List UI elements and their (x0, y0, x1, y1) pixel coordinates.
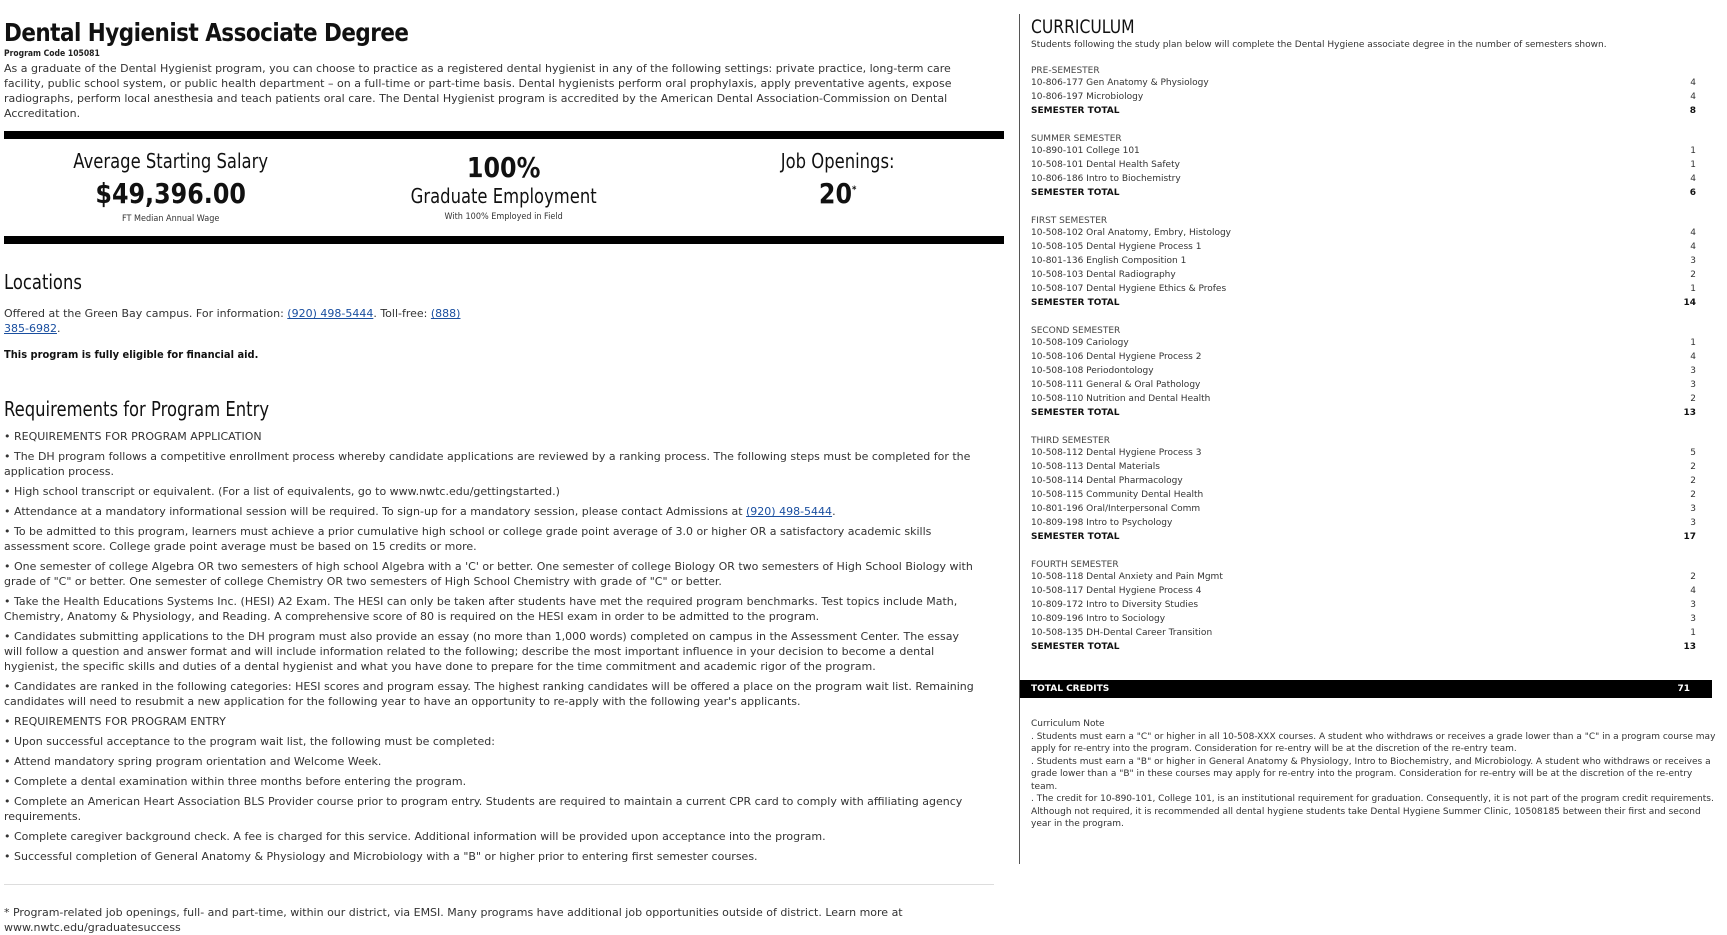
program-code: Program Code 105081 (4, 49, 100, 59)
course-credits: 3 (1690, 380, 1696, 390)
course-row (1031, 474, 1696, 488)
course-name: 10-508-109 Cariology (1031, 338, 1129, 348)
salary-label: Average Starting Salary (73, 149, 269, 173)
curriculum-note (1031, 718, 1721, 831)
course-row (1031, 172, 1696, 186)
locations-text-before: Offered at the Green Bay campus. For information: (4, 307, 288, 320)
course-credits: 1 (1690, 628, 1696, 638)
requirement-text: • High school transcript or equivalent. (For a list of equivalents, go to www.nwtc.edu/gettingstarted.) (4, 485, 560, 498)
requirement-item (4, 524, 974, 554)
requirement-text: • Complete a dental examination within three months before entering the program. (4, 775, 467, 788)
course-credits: 4 (1690, 242, 1696, 252)
semester-total-row (1031, 186, 1696, 200)
course-name: 10-806-186 Intro to Biochemistry (1031, 174, 1181, 184)
course-credits: 4 (1690, 352, 1696, 362)
requirements-heading: Requirements for Program Entry (4, 397, 270, 421)
semester-total-row (1031, 296, 1696, 310)
course-credits: 3 (1690, 600, 1696, 610)
course-row (1031, 584, 1696, 598)
semester-total-row (1031, 406, 1696, 420)
semester-total-value: 6 (1689, 188, 1696, 198)
requirement-item (4, 794, 974, 824)
requirement-item (4, 679, 974, 709)
course-row (1031, 158, 1696, 172)
total-credits-label: TOTAL CREDITS (1031, 684, 1110, 694)
course-name: 10-801-196 Oral/Interpersonal Comm (1031, 504, 1201, 514)
course-name: 10-508-135 DH-Dental Career Transition (1031, 628, 1213, 638)
course-credits: 2 (1690, 476, 1696, 486)
financial-aid-note: This program is fully eligible for financial aid. (4, 348, 259, 361)
footnote-divider (4, 884, 994, 885)
requirement-text: • Complete caregiver background check. A fee is charged for this service. Additional information will be provided upon acceptance into the program. (4, 830, 826, 843)
course-credits: 1 (1690, 338, 1696, 348)
semester-total-value: 8 (1689, 106, 1696, 116)
requirement-item (4, 629, 974, 674)
course-row (1031, 144, 1696, 158)
semester-block (1031, 216, 1696, 310)
course-name: 10-508-112 Dental Hygiene Process 3 (1031, 448, 1202, 458)
course-credits: 1 (1690, 146, 1696, 156)
course-credits: 4 (1690, 78, 1696, 88)
semester-heading: THIRD SEMESTER (1031, 436, 1110, 446)
course-name: 10-508-101 Dental Health Safety (1031, 160, 1180, 170)
phone-link[interactable]: (920) 498-5444 (287, 307, 374, 320)
course-row (1031, 488, 1696, 502)
course-name: 10-809-198 Intro to Psychology (1031, 518, 1173, 528)
course-row (1031, 446, 1696, 460)
requirement-text: • Attendance at a mandatory informational session will be required. To sign-up for a mandatory session, please contact Admissions at (4, 505, 747, 518)
requirement-text: • Candidates are ranked in the following categories: HESI scores and program essay. The highest ranking candidates will be offered a place on the program wait list. Remaining candidates will need to resubmit a new application for the following year to have an opportunity to re-apply with the following year's applicants. (4, 680, 974, 708)
course-credits: 2 (1690, 462, 1696, 472)
curriculum-column (1019, 14, 1716, 864)
employment-stat (337, 139, 670, 236)
course-row (1031, 502, 1696, 516)
requirement-text: • The DH program follows a competitive enrollment process whereby candidate applications are reviewed by a ranking process. The following steps must be completed for the application process. (4, 450, 971, 478)
course-name: 10-508-102 Oral Anatomy, Embry, Histology (1031, 228, 1232, 238)
curriculum-intro: Students following the study plan below will complete the Dental Hygiene associate degree in the number of semesters shown. (1031, 40, 1607, 50)
requirement-item (4, 449, 974, 479)
course-name: 10-508-115 Community Dental Health (1031, 490, 1204, 500)
locations-heading: Locations (4, 270, 82, 294)
jobs-stat (671, 139, 1004, 236)
requirement-item (4, 714, 974, 729)
course-row (1031, 226, 1696, 240)
semester-heading: FIRST SEMESTER (1031, 216, 1108, 226)
course-credits: 3 (1690, 518, 1696, 528)
requirement-text: • REQUIREMENTS FOR PROGRAM APPLICATION (4, 430, 262, 443)
course-name: 10-508-118 Dental Anxiety and Pain Mgmt (1031, 572, 1223, 582)
semester-heading: PRE-SEMESTER (1031, 66, 1100, 76)
course-credits: 3 (1690, 614, 1696, 624)
footnote-url[interactable]: www.nwtc.edu/graduatesuccess (4, 921, 181, 934)
course-name: 10-508-108 Periodontology (1031, 366, 1154, 376)
requirement-text: • Complete an American Heart Association BLS Provider course prior to program entry. Students are required to maintain a current CPR card to comply with affiliating agency requirements. (4, 795, 963, 823)
semester-heading: SUMMER SEMESTER (1031, 134, 1122, 144)
tollfree-link[interactable]: (888) 385-6982 (4, 307, 461, 335)
course-name: 10-890-101 College 101 (1031, 146, 1140, 156)
course-credits: 5 (1690, 448, 1696, 458)
requirement-item (4, 429, 974, 444)
curriculum-note-item: . Students must earn a "B" or higher in General Anatomy & Physiology, Intro to Biochemistry, and Microbiology. A student who withdraws or receives a grade lower than a "B" in these courses may apply for re-entry into the program. Consideration for re-entry will be at the discretion of the re-entry team. (1031, 756, 1711, 792)
course-name: 10-508-111 General & Oral Pathology (1031, 380, 1201, 390)
semester-total-value: 17 (1683, 532, 1696, 542)
course-row (1031, 336, 1696, 350)
requirement-item (4, 484, 974, 499)
semester-total-label: SEMESTER TOTAL (1031, 188, 1120, 198)
course-credits: 3 (1690, 504, 1696, 514)
semester-total-label: SEMESTER TOTAL (1031, 532, 1120, 542)
locations-text-after: . (56, 322, 61, 335)
course-name: 10-508-117 Dental Hygiene Process 4 (1031, 586, 1202, 596)
requirement-text: • Successful completion of General Anatomy & Physiology and Microbiology with a "B" or higher prior to entering first semester courses. (4, 850, 758, 863)
semester-list (1020, 66, 1712, 654)
curriculum-note-title: Curriculum Note (1031, 719, 1105, 729)
course-credits: 2 (1690, 490, 1696, 500)
requirement-text: • Upon successful acceptance to the program wait list, the following must be completed: (4, 735, 495, 748)
curriculum-title: CURRICULUM (1031, 16, 1135, 38)
semester-total-row (1031, 640, 1696, 654)
requirement-item (4, 594, 974, 624)
course-row (1031, 76, 1696, 90)
course-row (1031, 392, 1696, 406)
course-row (1031, 90, 1696, 104)
course-row (1031, 254, 1696, 268)
semester-total-label: SEMESTER TOTAL (1031, 642, 1120, 652)
salary-value: $49,396.00 (95, 177, 246, 210)
requirements-list (4, 429, 974, 864)
semester-total-row (1031, 104, 1696, 118)
requirement-text: • Attend mandatory spring program orientation and Welcome Week. (4, 755, 382, 768)
course-credits: 3 (1690, 366, 1696, 376)
requirement-item (4, 849, 974, 864)
jobs-footnote-mark: * (851, 184, 857, 196)
semester-total-label: SEMESTER TOTAL (1031, 106, 1120, 116)
course-name: 10-508-106 Dental Hygiene Process 2 (1031, 352, 1202, 362)
semester-block (1031, 66, 1696, 118)
requirement-text: • To be admitted to this program, learners must achieve a prior cumulative high school or college grade point average of 3.0 or higher OR a satisfactory academic skills assessment score. College grade point average must be based on 15 credits or more. (4, 525, 932, 553)
requirement-item (4, 559, 974, 589)
employment-note: With 100% Employed in Field (444, 212, 564, 222)
requirement-text: • One semester of college Algebra OR two semesters of high school Algebra with a 'C' or better. One semester of college Biology OR two semesters of High School Biology with grade of "C" or better. One semester of college Chemistry OR two semesters of High School Chemistry with grade of "C" or better. (4, 560, 973, 588)
semester-heading: FOURTH SEMESTER (1031, 560, 1119, 570)
locations-text (4, 306, 484, 336)
program-column (4, 14, 1004, 935)
requirement-text: • Candidates submitting applications to the DH program must also provide an essay (no more than 1,000 words) completed on campus in the Assessment Center. The essay will follow a question and answer format and will include information related to the following; describe the most important influence in your decision to become a dental hygienist, the specific skills and duties of a dental hygienist and what you have done to prepare for the time commitment and academic rigor of the program. (4, 630, 959, 673)
curriculum-note-item: . Students must earn a "C" or higher in all 10-508-XXX courses. A student who withdraws or receives a grade lower than a "C" in a program course may apply for re-entry into the program. Consideration for re-entry will be at the discretion of the re-entry team. (1031, 731, 1716, 754)
course-name: 10-508-113 Dental Materials (1031, 462, 1160, 472)
requirement-item (4, 774, 974, 789)
requirement-item (4, 504, 974, 519)
course-row (1031, 612, 1696, 626)
page-title: Dental Hygienist Associate Degree (4, 18, 409, 47)
semester-total-row (1031, 530, 1696, 544)
employment-value: 100% (467, 151, 541, 184)
admissions-phone-link[interactable]: (920) 498-5444 (746, 505, 833, 518)
course-credits: 2 (1690, 270, 1696, 280)
course-name: 10-809-196 Intro to Sociology (1031, 614, 1166, 624)
course-name: 10-806-177 Gen Anatomy & Physiology (1031, 78, 1209, 88)
curriculum-note-item: . The credit for 10-890-101, College 101, is an institutional requirement for graduation. Consequently, it is not part of the program credit requirements. Although not required, it is recommended all dental hygiene students take Dental Hygiene Summer Clinic, 10508185 between their first and second year in the program. (1031, 794, 1714, 829)
course-credits: 3 (1690, 256, 1696, 266)
jobs-number: 20 (818, 177, 852, 210)
footnote-text: * Program-related job openings, full- and part-time, within our district, via EMSI. Many programs have additional job opportunities outside of district. Learn more at (4, 906, 903, 919)
requirement-item (4, 754, 974, 769)
course-name: 10-508-103 Dental Radiography (1031, 270, 1176, 280)
course-name: 10-809-172 Intro to Diversity Studies (1031, 600, 1199, 610)
semester-block (1031, 326, 1696, 420)
semester-total-label: SEMESTER TOTAL (1031, 298, 1120, 308)
course-name: 10-806-197 Microbiology (1031, 92, 1144, 102)
divider-bottom (4, 236, 1004, 244)
stats-panel (4, 139, 1004, 236)
course-name: 10-508-110 Nutrition and Dental Health (1031, 394, 1211, 404)
course-row (1031, 268, 1696, 282)
salary-note: FT Median Annual Wage (121, 214, 220, 224)
course-row (1031, 598, 1696, 612)
course-credits: 1 (1690, 284, 1696, 294)
divider-top (4, 131, 1004, 139)
requirement-text: • Take the Health Educations Systems Inc. (HESI) A2 Exam. The HESI can only be taken after students have met the required program benchmarks. Test topics include Math, Chemistry, Anatomy & Physiology, and Reading. A comprehensive score of 80 is required on the HESI exam in order to be admitted to the program. (4, 595, 958, 623)
semester-heading: SECOND SEMESTER (1031, 326, 1121, 336)
course-credits: 4 (1690, 174, 1696, 184)
locations-text-mid: . Toll-free: (373, 307, 431, 320)
semester-block (1031, 560, 1696, 654)
course-credits: 1 (1690, 160, 1696, 170)
course-row (1031, 282, 1696, 296)
course-row (1031, 516, 1696, 530)
course-row (1031, 350, 1696, 364)
total-credits-bar (1020, 680, 1712, 698)
semester-total-label: SEMESTER TOTAL (1031, 408, 1120, 418)
course-row (1031, 378, 1696, 392)
semester-block (1031, 134, 1696, 200)
requirement-text: • REQUIREMENTS FOR PROGRAM ENTRY (4, 715, 226, 728)
course-row (1031, 570, 1696, 584)
course-credits: 2 (1690, 572, 1696, 582)
course-name: 10-508-114 Dental Pharmacology (1031, 476, 1183, 486)
semester-total-value: 14 (1683, 298, 1696, 308)
course-credits: 4 (1690, 586, 1696, 596)
salary-stat (4, 139, 337, 236)
program-intro: As a graduate of the Dental Hygienist program, you can choose to practice as a registered dental hygienist in any of the following settings: private practice, long-term care facility, public school system, or public health department – on a full-time or part-time basis. Dental hygienists perform oral prophylaxis, apply preventative agents, expose radiographs, perform local anesthesia and teach patients oral care. The Dental Hygienist program is accredited by the American Dental Association-Commission on Dental Accreditation. (4, 62, 952, 120)
course-row (1031, 240, 1696, 254)
course-credits: 4 (1690, 228, 1696, 238)
course-name: 10-508-107 Dental Hygiene Ethics & Profes (1031, 284, 1227, 294)
jobs-label: Job Openings: (780, 149, 895, 173)
course-credits: 2 (1690, 394, 1696, 404)
curriculum-note-list (1031, 731, 1721, 831)
course-name: 10-508-105 Dental Hygiene Process 1 (1031, 242, 1202, 252)
course-row (1031, 364, 1696, 378)
course-credits: 4 (1690, 92, 1696, 102)
requirement-item (4, 829, 974, 844)
course-row (1031, 626, 1696, 640)
course-name: 10-801-136 English Composition 1 (1031, 256, 1187, 266)
total-credits-value: 71 (1677, 684, 1690, 694)
semester-total-value: 13 (1683, 642, 1696, 652)
employment-label: Graduate Employment (410, 184, 598, 208)
requirement-item (4, 734, 974, 749)
requirement-text-end: . (832, 505, 836, 518)
course-row (1031, 460, 1696, 474)
footnote (4, 905, 1004, 935)
jobs-value (696, 177, 979, 210)
semester-total-value: 13 (1683, 408, 1696, 418)
semester-block (1031, 436, 1696, 544)
